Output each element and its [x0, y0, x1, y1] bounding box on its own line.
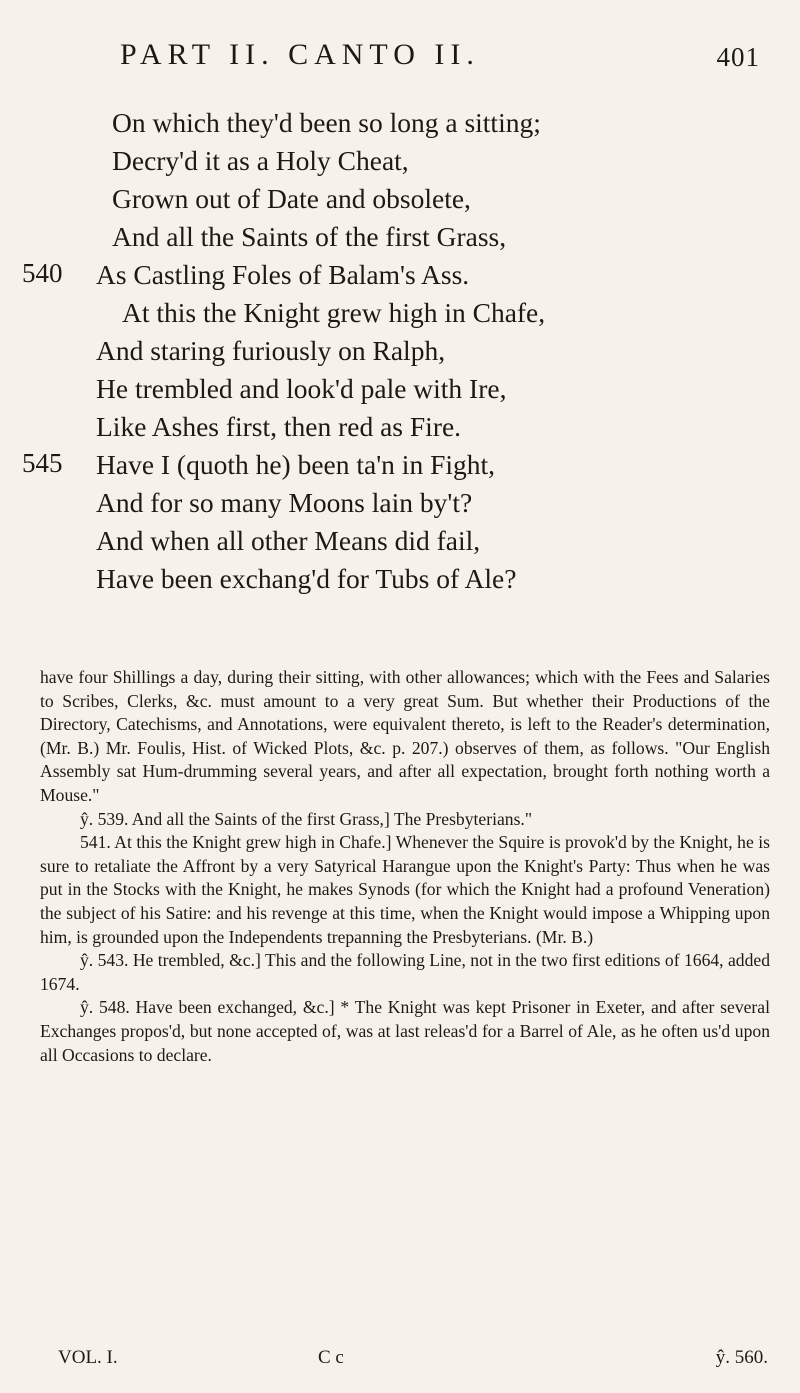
verse-line: And staring furiously on Ralph,	[96, 335, 446, 366]
catchword: ŷ. 560.	[715, 1347, 768, 1368]
running-header	[120, 38, 760, 72]
verse-line: And all the Saints of the first Grass,	[112, 221, 507, 252]
volume-label: VOL. I.	[58, 1347, 118, 1368]
verse-line: And for so many Moons lain by't?	[96, 487, 473, 518]
signature-mark: C c	[318, 1347, 344, 1368]
line-number: 540	[22, 258, 63, 288]
verse-line: At this the Knight grew high in Chafe,	[122, 297, 546, 328]
verse-line: Have been exchang'd for Tubs of Ale?	[96, 563, 517, 594]
note-paragraph: have four Shillings a day, during their sitting, with other allowances; which with the Fees and Salaries to Scribes, Clerks, &c. must amount to a very great Sum. But whether their Productions of the Directory, Catechisms, and Annotations, were equivalent thereto, is left to the Reader's determination, (Mr. B.) Mr. Foulis, Hist. of Wicked Plots, &c. p. 207.) observes of them, as follows. "Our English Assembly sat Hum-drumming several years, and after all expectation, brought forth nothing worth a Mouse."	[40, 667, 770, 805]
note-paragraph: ŷ. 548. Have been exchanged, &c.] * The Knight was kept Prisoner in Exeter, and after several Exchanges propos'd, but none accepted of, was at last releas'd for a Barrel of Ale, as he often us'd upon all Occasions to declare.	[40, 997, 770, 1065]
note-paragraph: 541. At this the Knight grew high in Chafe.] Whenever the Squire is provok'd by the Knight, he is sure to retaliate the Affront by a very Satyrical Harangue upon the Knight's Party: Thus when he was put in the Stocks with the Knight, he makes Synods (for which the Knight had a profound Veneration) the subject of his Satire: and his revenge at this time, when the Knight would impose a Whipping upon him, is grounded upon the Independents trepanning the Presbyterians. (Mr. B.)	[40, 832, 770, 947]
page-number: 401	[716, 42, 760, 72]
line-number: 545	[22, 448, 63, 478]
note-paragraph: ŷ. 543. He trembled, &c.] This and the following Line, not in the two first editions of 1664, added 1674.	[40, 950, 770, 994]
running-title: PART II. CANTO II.	[120, 38, 480, 71]
verse-line: He trembled and look'd pale with Ire,	[96, 373, 507, 404]
verse-line: Decry'd it as a Holy Cheat,	[112, 145, 409, 176]
verse-line: Like Ashes first, then red as Fire.	[96, 411, 462, 442]
page-footer	[58, 1347, 778, 1369]
footnotes	[40, 666, 770, 1067]
verse-line: Grown out of Date and obsolete,	[112, 183, 471, 214]
verse-line: On which they'd been so long a sitting;	[112, 107, 541, 138]
verse-line: As Castling Foles of Balam's Ass.	[96, 259, 470, 290]
note-paragraph: ŷ. 539. And all the Saints of the first Grass,] The Presbyterians."	[80, 808, 533, 829]
verse-line: And when all other Means did fail,	[96, 525, 481, 556]
verse-line: Have I (quoth he) been ta'n in Fight,	[96, 449, 496, 480]
